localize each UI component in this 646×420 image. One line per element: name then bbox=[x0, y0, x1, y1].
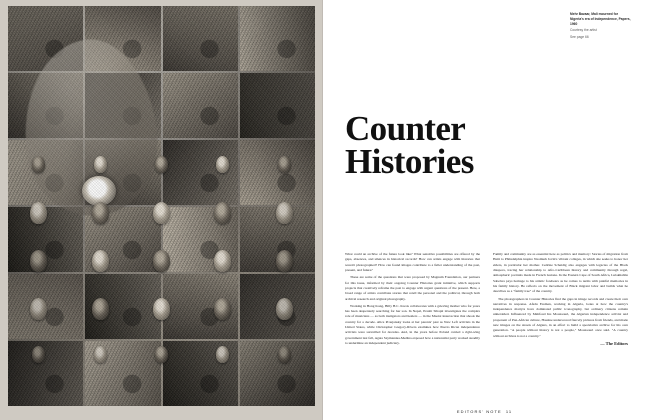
artwork-face bbox=[30, 298, 47, 320]
artwork-face bbox=[214, 298, 231, 320]
artwork-face bbox=[92, 298, 109, 320]
artwork-tile bbox=[163, 6, 238, 71]
artwork-tile bbox=[163, 73, 238, 138]
body-paragraph: These are some of the questions that were proposed by Magnum Foundation, our partners for this issue, informed by their ongoing Counter Histories grant initiative, which supports projects that creatively reframe the past to engage with urgent questions of the present. Here, a broad range of artists contribute stories that retell the personal and the political, through both archival research and original photography. bbox=[345, 275, 480, 301]
footer-label: EDITORS' NOTE bbox=[456, 409, 502, 414]
artwork-tile bbox=[240, 73, 315, 138]
editors-signature: — The Editors bbox=[600, 341, 628, 346]
right-page-editors-note bbox=[323, 0, 646, 420]
page-title-line-1: Counter bbox=[345, 109, 466, 148]
body-paragraph: What could an archive of the future look like? What sensitive possibilities are offered by the gaps, absences, and silences in historical records? How can artists engage with histories that weren't photographed? How can found images contribute to a fuller understanding of the past, present, and future? bbox=[345, 252, 480, 272]
artwork-face-row bbox=[8, 298, 315, 320]
page-number: 11 bbox=[505, 409, 513, 414]
artwork-face bbox=[155, 156, 168, 173]
artwork-face bbox=[92, 250, 109, 272]
artwork-face bbox=[214, 250, 231, 272]
artwork-face bbox=[276, 250, 293, 272]
artwork-face bbox=[92, 202, 109, 224]
artwork-face bbox=[153, 202, 170, 224]
body-columns bbox=[345, 252, 628, 350]
page-title-line-2: Histories bbox=[345, 142, 474, 182]
artwork-face bbox=[153, 298, 170, 320]
image-credit-page-ref: See page 66 bbox=[570, 35, 589, 40]
artwork-face bbox=[30, 202, 47, 224]
body-column-1 bbox=[345, 252, 480, 350]
image-credit-courtesy: Courtesy the artist bbox=[570, 28, 597, 33]
artwork-face-row bbox=[8, 346, 315, 363]
body-paragraph: Working in Hong Kong, Billy H.C. Kwok collaborates with a grieving mother who for years has been desperately searching for her son. In Nepal, Prasiit Sthapit investigates the complex role of musicians — as both instigators and healers — in the Maoist insurrection that shook the country for a decade. Alice Proujansky looks at her parents' past as New Left activists in the United States, while Christopher Gregory-Rivera examines how Puerto Rican independence activists were surveilled for decades. And, in the years before Poland carried a right-wing government last fall, Agata Szymanska-Medina exposed how a nationalist party worked steadily to undermine an independent judiciary. bbox=[345, 303, 480, 345]
artwork-face bbox=[32, 156, 45, 173]
artwork-face bbox=[216, 156, 229, 173]
body-paragraph: The photographers in Counter Histories find the gaps in image records and create their own narratives in response. Afsdu Essman, working in Algeria, looks at how the country's independence martyrs have dominated public iconography, but ordinary citizens remain unheralded. Influenced by Mahfoud Ins Mouzaouri, the Algerian independence activist and proponent of Pan-African culture, Hassine underscored fiercely pictures from friends, and made new images on the streets of Algiers, in an effort to build a speculative archive for his own generation. "A people without history is not a people," Mouzaouri once said. "A country without archives is not a country." bbox=[493, 296, 628, 338]
artwork-image bbox=[8, 6, 315, 406]
artwork-face bbox=[32, 346, 45, 363]
artwork-tile bbox=[240, 6, 315, 71]
body-paragraph: Family and community are as essential here as politics and memory: Stories of migration from Haiti to Philadelphia inspire Naomieh Jovin's vibrant collages, in which she seeks to honor her elders, in particular her mother. Cedrine Scheidig also engages with legacies of the Black diaspora, tracing her relationship to Afro-Caribbean history and community through regal, atmospheric portraits made in French Guiana. In the Eastern Cape of South Africa, Lulakhabile Sabelwa pays homage to his artistic forebears as he comes to terms with painful memories in his family history. He reflects on the movement of Black migrant labor and builds what he describes as a "family tree" of the country. bbox=[493, 252, 628, 294]
artwork-face bbox=[278, 346, 291, 363]
artwork-face bbox=[214, 202, 231, 224]
artwork-face bbox=[155, 346, 168, 363]
image-credit-title: Mehr Bazaar, Mali mourned for Nigeria's era of Independence, Papers, 1960 bbox=[570, 12, 631, 26]
artwork-face bbox=[216, 346, 229, 363]
artwork-face bbox=[278, 156, 291, 173]
artwork-face bbox=[153, 250, 170, 272]
page-title bbox=[345, 109, 605, 182]
image-credit bbox=[570, 12, 632, 40]
artwork-face bbox=[30, 250, 47, 272]
artwork-face-row bbox=[8, 202, 315, 224]
artwork-face bbox=[276, 298, 293, 320]
body-column-2 bbox=[493, 252, 628, 350]
artwork-face-row bbox=[8, 250, 315, 272]
artwork-face bbox=[94, 346, 107, 363]
artwork-face bbox=[276, 202, 293, 224]
artwork-face-row bbox=[8, 156, 315, 173]
artwork-face bbox=[94, 156, 107, 173]
page-footer bbox=[323, 409, 646, 414]
